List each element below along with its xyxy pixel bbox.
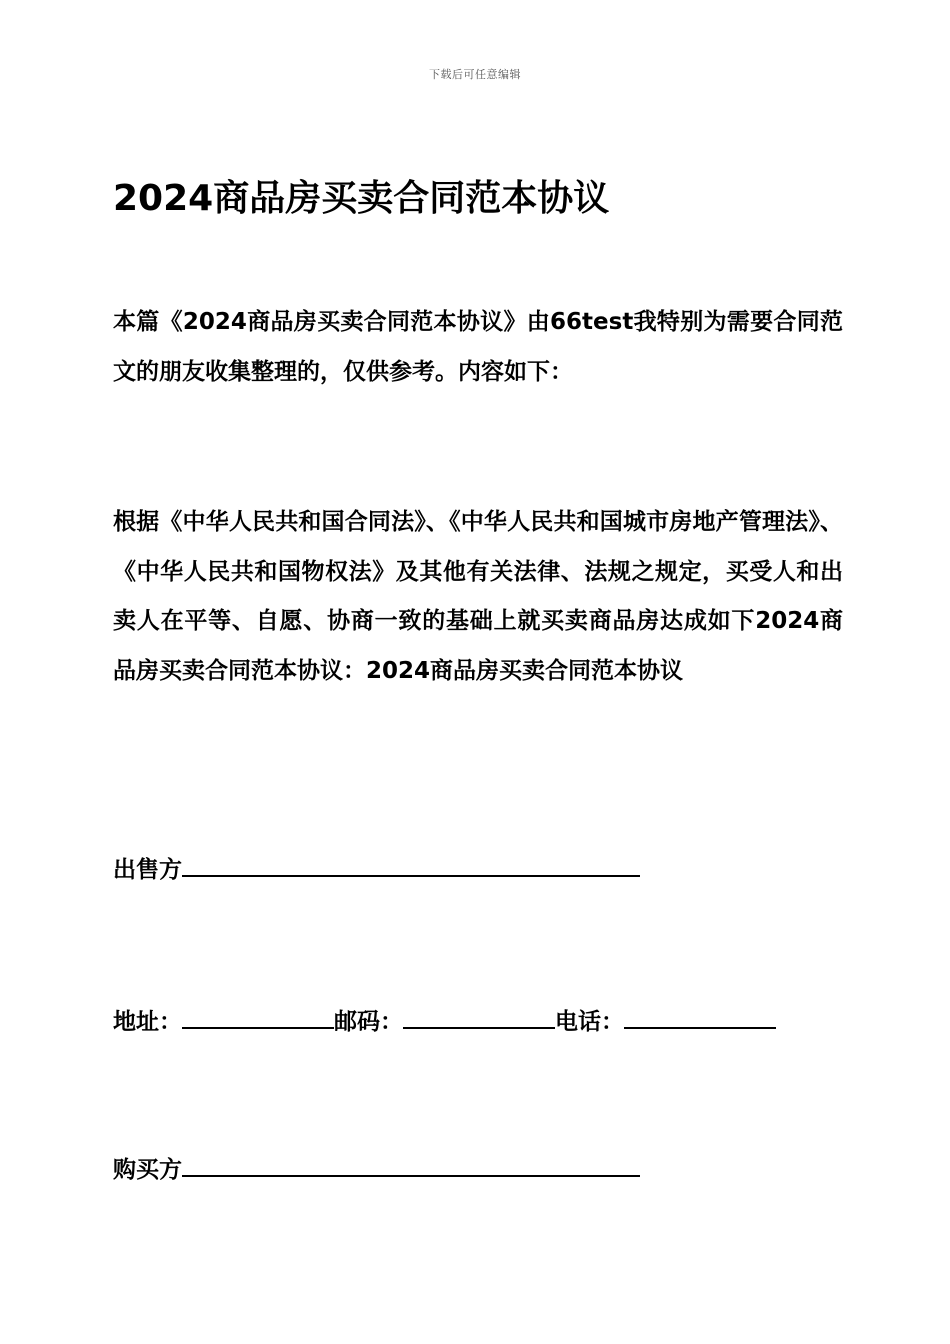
postcode-label: 邮码：: [334, 1009, 403, 1035]
address-blank[interactable]: [182, 1007, 334, 1029]
seller-blank[interactable]: [182, 855, 640, 877]
buyer-field: [113, 1150, 640, 1190]
contact-fields: [113, 1002, 776, 1042]
document-title: 2024商品房买卖合同范本协议: [113, 178, 610, 219]
buyer-label: 购买方: [113, 1157, 182, 1183]
phone-label: 电话：: [555, 1009, 624, 1035]
body-paragraph: 根据《中华人民共和国合同法》、《中华人民共和国城市房地产管理法》、《中华人民共和国物权法》及其他有关法律、法规之规定，买受人和出卖人在平等、自愿、协商一致的基础上就买卖商品房达成如下2024商品房买卖合同范本协议：2024商品房买卖合同范本协议: [113, 509, 843, 684]
seller-field: [113, 850, 640, 890]
phone-blank[interactable]: [624, 1007, 776, 1029]
postcode-blank[interactable]: [403, 1007, 555, 1029]
buyer-blank[interactable]: [182, 1155, 640, 1177]
seller-label: 出售方: [113, 857, 182, 883]
intro-paragraph: 本篇《2024商品房买卖合同范本协议》由66test我特别为需要合同范文的朋友收集整理的，仅供参考。内容如下：: [113, 309, 843, 385]
header-note: 下载后可任意编辑: [429, 68, 521, 81]
address-label: 地址：: [113, 1009, 182, 1035]
